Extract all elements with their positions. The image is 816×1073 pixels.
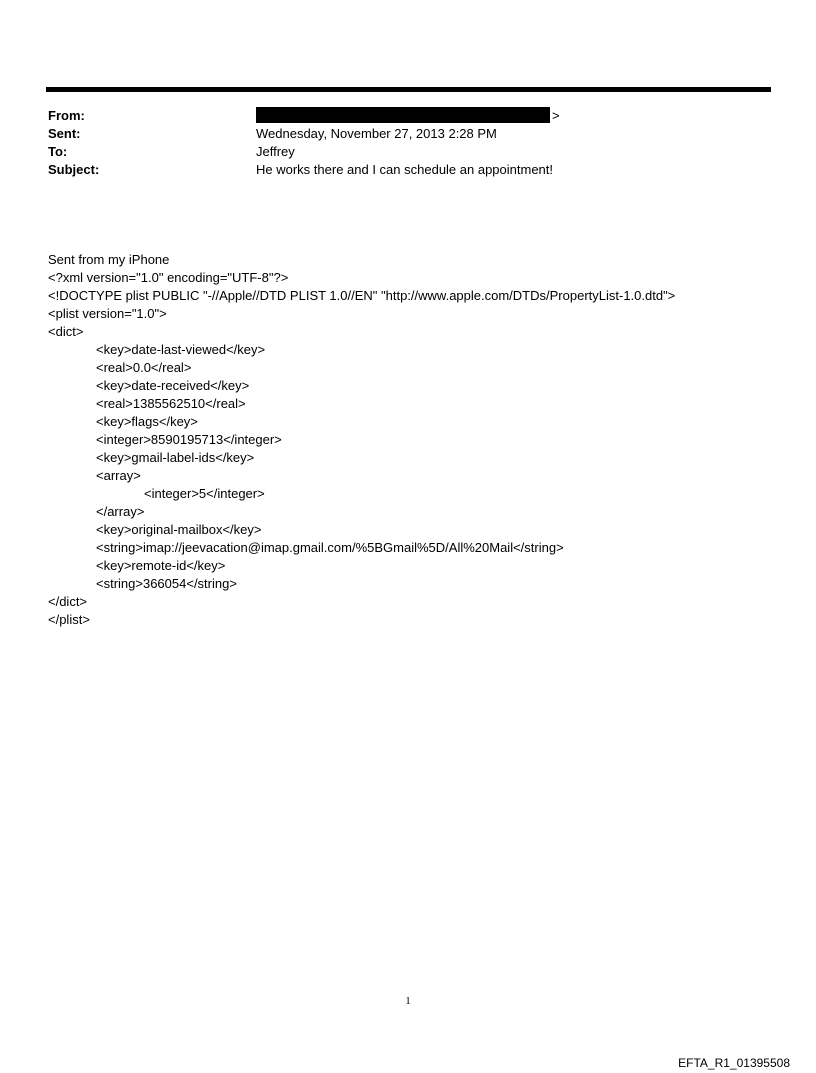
- from-value: [256, 107, 560, 125]
- body-line: </dict>: [48, 594, 88, 609]
- body-line: <!DOCTYPE plist PUBLIC "-//Apple//DTD PLIST 1.0//EN" "http://www.apple.com/DTDs/PropertyList-1.0.dtd">: [48, 288, 676, 303]
- body-line: Sent from my iPhone: [48, 252, 170, 267]
- body-line: <plist version="1.0">: [48, 306, 167, 321]
- to-row: [48, 143, 748, 161]
- body-line: </array>: [96, 504, 145, 519]
- body-line: <key>remote-id</key>: [96, 558, 226, 573]
- to-value: Jeffrey: [256, 144, 295, 159]
- body-line: <array>: [96, 468, 141, 483]
- body-line: <integer>8590195713</integer>: [96, 432, 282, 447]
- body-line: <key>original-mailbox</key>: [96, 522, 262, 537]
- body-line: <string>imap://jeevacation@imap.gmail.com/%5BGmail%5D/All%20Mail</string>: [96, 540, 564, 555]
- from-value-suffix: >: [552, 108, 560, 123]
- body-line: <dict>: [48, 324, 84, 339]
- sent-label: Sent:: [48, 126, 81, 141]
- email-body: [48, 251, 788, 629]
- body-line: <key>date-received</key>: [96, 378, 250, 393]
- body-line: <key>flags</key>: [96, 414, 198, 429]
- email-header: [48, 107, 748, 179]
- to-label: To:: [48, 144, 68, 159]
- body-line: </plist>: [48, 612, 90, 627]
- subject-row: [48, 161, 748, 179]
- subject-label: Subject:: [48, 162, 100, 177]
- sent-row: [48, 125, 748, 143]
- from-label: From:: [48, 108, 85, 123]
- header-divider: [46, 87, 771, 92]
- bates-number: EFTA_R1_01395508: [678, 1056, 790, 1070]
- page-number: 1: [405, 995, 411, 1007]
- body-line: <string>366054</string>: [96, 576, 237, 591]
- sent-value: Wednesday, November 27, 2013 2:28 PM: [256, 126, 497, 141]
- subject-value: He works there and I can schedule an appointment!: [256, 162, 554, 177]
- redaction-bar: [256, 107, 550, 123]
- body-line: <real>1385562510</real>: [96, 396, 246, 411]
- from-row: [48, 107, 748, 125]
- body-line: <key>date-last-viewed</key>: [96, 342, 266, 357]
- body-line: <real>0.0</real>: [96, 360, 192, 375]
- body-line: <?xml version="1.0" encoding="UTF-8"?>: [48, 270, 289, 285]
- body-line: <key>gmail-label-ids</key>: [96, 450, 255, 465]
- body-line: <integer>5</integer>: [144, 486, 265, 501]
